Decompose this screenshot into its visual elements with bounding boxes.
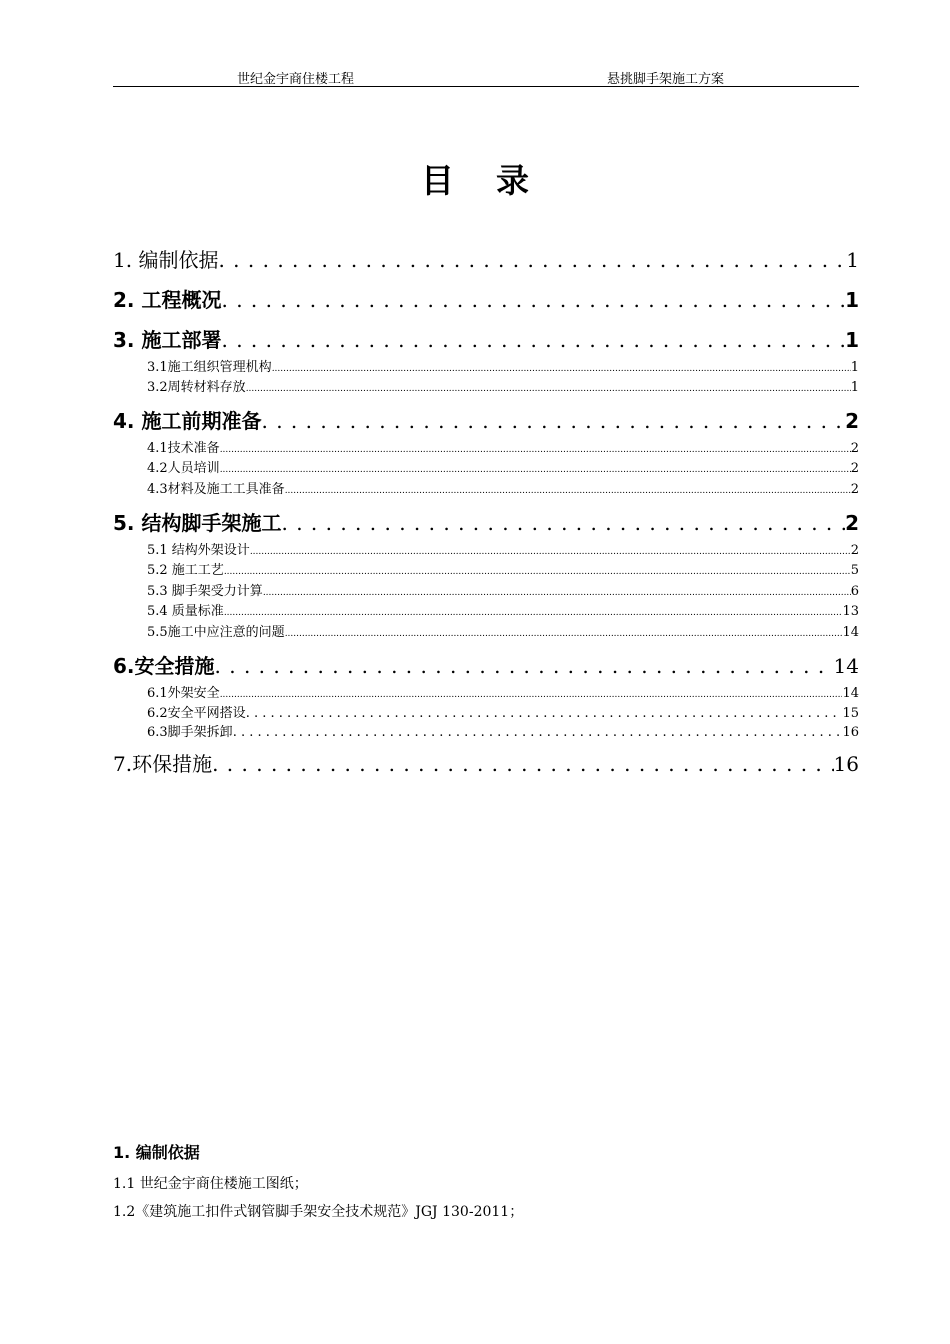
toc-entry-page: 1 [846, 248, 859, 272]
toc-entry-page: 2 [850, 543, 859, 558]
toc-entry-label: 4.3材料及施工工具准备 [147, 482, 285, 497]
toc-leader [220, 686, 843, 701]
toc-entry-label: 5.5施工中应注意的问题 [147, 625, 285, 640]
toc-subentry[interactable] [147, 539, 859, 558]
toc-subentry[interactable] [147, 457, 859, 476]
toc-entry-label: 6.2安全平网搭设 [147, 706, 246, 721]
toc-entry-page: 6 [850, 584, 859, 599]
toc-entry-page: 2 [850, 482, 859, 497]
toc-leader [261, 409, 845, 433]
toc-entry-page: 2 [850, 441, 859, 456]
toc-subentry[interactable] [147, 721, 859, 740]
toc-entry-label: 5.3 脚手架受力计算 [147, 584, 263, 599]
toc-leader [212, 752, 833, 776]
toc-entry-page: 2 [845, 409, 859, 433]
toc-entry-page: 13 [842, 604, 859, 619]
toc-leader [220, 461, 851, 476]
body-paragraph: 1.2《建筑施工扣件式钢管脚手架安全技术规范》JGJ 130-2011； [113, 1204, 524, 1220]
body-section [113, 1140, 859, 1163]
toc-entry-label: 4. 施工前期准备 [113, 409, 262, 433]
toc-leader [250, 543, 851, 558]
header-document-name: 悬挑脚手架施工方案 [607, 72, 725, 87]
toc-subentry[interactable] [147, 682, 859, 701]
toc-leader [246, 380, 851, 395]
toc-leader [220, 441, 851, 456]
toc-entry-page: 14 [842, 686, 859, 701]
toc-leader [221, 328, 845, 352]
toc-subentry[interactable] [147, 437, 859, 456]
toc-leader [233, 725, 843, 740]
toc-leader [263, 584, 851, 599]
toc-entry-label: 6.安全措施 [113, 654, 215, 678]
toc-leader [281, 511, 845, 535]
toc-subentry[interactable] [147, 702, 859, 721]
toc-entry-page: 5 [850, 563, 859, 578]
toc-subentry[interactable] [147, 356, 859, 375]
toc-leader [215, 654, 834, 678]
toc-entry-page: 1 [845, 328, 859, 352]
toc-entry-page: 15 [842, 706, 859, 721]
toc-entry-label: 5.1 结构外架设计 [147, 543, 250, 558]
toc-leader [272, 360, 851, 375]
toc-entry-page: 16 [842, 725, 859, 740]
toc-entry-label: 4.2人员培训 [147, 461, 220, 476]
toc-subentry[interactable] [147, 600, 859, 619]
toc-entry-label: 4.1技术准备 [147, 441, 220, 456]
toc-subentry[interactable] [147, 580, 859, 599]
toc-entry[interactable] [113, 324, 859, 352]
toc-entry-page: 1 [845, 288, 859, 312]
toc-entry-page: 2 [850, 461, 859, 476]
toc-entry-label: 7.环保措施 [113, 752, 213, 776]
toc-entry[interactable] [113, 284, 859, 312]
toc-entry[interactable] [113, 650, 859, 678]
toc-leader [224, 563, 851, 578]
toc-entry-label: 6.3脚手架拆卸 [147, 725, 233, 740]
toc-entry[interactable] [113, 405, 859, 433]
toc-entry-page: 1 [850, 380, 859, 395]
toc-entry-label: 5.2 施工工艺 [147, 563, 224, 578]
toc-leader [224, 604, 843, 619]
header-project-name: 世纪金宇商住楼工程 [237, 72, 355, 87]
toc-entry-label: 5.4 质量标准 [147, 604, 224, 619]
toc-subentry[interactable] [147, 621, 859, 640]
toc-entry-label: 3.2周转材料存放 [147, 380, 246, 395]
toc-entry[interactable] [113, 748, 859, 776]
toc-entry-page: 1 [850, 360, 859, 375]
toc-subentry[interactable] [147, 478, 859, 497]
toc-entry-label: 6.1外架安全 [147, 686, 220, 701]
toc-entry-label: 3. 施工部署 [113, 328, 222, 352]
toc-entry-page: 14 [842, 625, 859, 640]
toc-subentry[interactable] [147, 559, 859, 578]
toc-entry-label: 2. 工程概况 [113, 288, 222, 312]
toc-entry-page: 2 [845, 511, 859, 535]
toc-entry-label: 3.1施工组织管理机构 [147, 360, 272, 375]
toc-entry-label: 1. 编制依据 [113, 248, 219, 272]
toc-leader [221, 288, 845, 312]
toc-leader [285, 625, 843, 640]
toc-subentry[interactable] [147, 376, 859, 395]
section-heading: 1. 编制依据 [113, 1143, 200, 1162]
toc-entry-page: 16 [833, 752, 859, 776]
toc-entry[interactable] [113, 244, 859, 272]
toc-entry-label: 5. 结构脚手架施工 [113, 511, 282, 535]
toc-leader [218, 248, 846, 272]
toc-entry[interactable] [113, 507, 859, 535]
toc-entry-page: 14 [833, 654, 859, 678]
toc-leader [285, 482, 851, 497]
toc-leader [246, 706, 843, 721]
page-header [113, 66, 859, 87]
body-paragraph: 1.1 世纪金宇商住楼施工图纸； [113, 1176, 308, 1192]
toc-title: 目录 [421, 161, 571, 200]
